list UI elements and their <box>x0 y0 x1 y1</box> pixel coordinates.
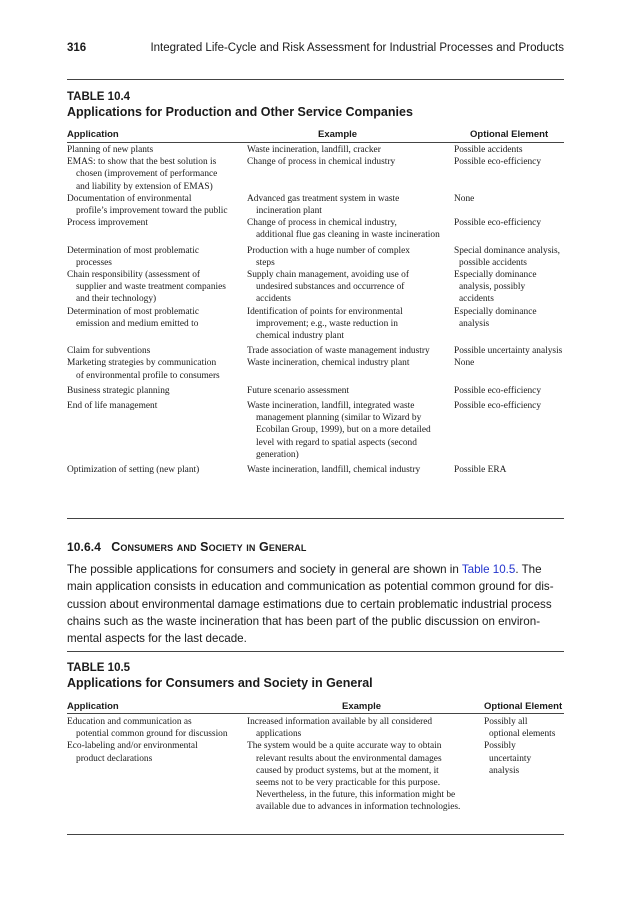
cell-line: analysis, possibly <box>459 282 526 293</box>
cell-line: and their technology) <box>76 294 157 305</box>
cell-line: of environmental profile to consumers <box>76 370 220 381</box>
cell-line: chosen (improvement of performance <box>76 169 218 180</box>
cell-line: Change of process in chemical industry <box>247 157 396 168</box>
cell-line: product declarations <box>76 753 153 764</box>
cell-line: supplier and waste treatment companies <box>76 282 226 293</box>
cell-line <box>454 205 562 217</box>
cell-line <box>454 370 562 382</box>
cell-line: optional elements <box>489 729 556 740</box>
cell-line: Determination of most problematic <box>67 306 199 317</box>
cell-line <box>67 412 228 424</box>
table-10-4-application-column <box>67 144 228 476</box>
cell-line <box>454 424 562 436</box>
cell-line: Possibly <box>484 741 516 752</box>
cell-line: Waste incineration, landfill, integrated waste <box>247 401 415 412</box>
cell-line: Possible ERA <box>454 465 507 476</box>
section-number: 10.6.4 <box>67 540 101 554</box>
cell-line: emission and medium emitted to <box>76 318 199 329</box>
cell-line: uncertainty <box>489 753 532 764</box>
cell-line: Ecobilan Group, 1999), but on a more detailed <box>256 425 431 436</box>
cell-line: Especially dominance <box>454 306 537 317</box>
running-title: Integrated Life-Cycle and Risk Assessment for Industrial Processes and Products <box>150 42 564 54</box>
table-10-4-caption <box>67 90 413 120</box>
cell-line: applications <box>256 729 302 740</box>
cell-line: Documentation of environmental <box>67 193 192 204</box>
cell-line: End of life management <box>67 401 158 412</box>
cell-line <box>454 412 562 424</box>
cell-line: Possible eco-efficiency <box>454 218 542 229</box>
column-header-example: Example <box>318 129 358 140</box>
cell-line: potential common ground for discussion <box>76 729 228 740</box>
section-heading <box>67 540 306 554</box>
table-header-rule <box>67 142 564 143</box>
cell-line: improvement; e.g., waste reduction in <box>256 318 398 329</box>
cell-line: generation) <box>256 449 299 460</box>
cell-line <box>454 449 562 461</box>
cell-line: Trade association of waste management industry <box>247 346 430 357</box>
cell-line: Possible eco-efficiency <box>454 385 542 396</box>
cell-line: Future scenario assessment <box>247 385 350 396</box>
cell-line: Special dominance analysis, <box>454 245 560 256</box>
cell-line: incineration plant <box>256 206 322 217</box>
cell-line: accidents <box>256 294 291 305</box>
column-header-application: Application <box>67 129 119 140</box>
cell-line: chemical industry plant <box>256 331 344 342</box>
cell-line <box>67 229 228 241</box>
table-label: TABLE 10.4 <box>67 91 131 103</box>
paragraph-line: chains such as the waste incineration that has been part of the public discussion on environ- <box>67 614 541 628</box>
cell-line <box>247 370 440 382</box>
cell-line: Especially dominance <box>454 270 537 281</box>
cell-line: Eco-labeling and/or environmental <box>67 741 198 752</box>
header-rule <box>67 79 564 80</box>
cell-line: Marketing strategies by communication <box>67 358 217 369</box>
cell-line: and liability by extension of EMAS) <box>76 181 213 192</box>
cell-line: Planning of new plants <box>67 145 154 155</box>
table-10-5-caption <box>67 661 373 691</box>
cell-line: Nevertheless, in the future, this information might be <box>256 790 456 801</box>
running-header <box>67 42 564 58</box>
table-label: TABLE 10.5 <box>67 662 131 674</box>
section-title: Consumers and Society in General <box>111 540 307 554</box>
cell-line: caused by product systems, but at the moment, it <box>256 765 439 776</box>
paragraph-line <box>67 561 564 578</box>
table-header-rule <box>67 713 564 714</box>
text-run: . The <box>515 563 542 576</box>
cell-line: Education and communication as <box>67 717 192 727</box>
cell-line: possible accidents <box>459 257 527 268</box>
cell-line: Chain responsibility (assessment of <box>67 270 201 281</box>
cell-line: EMAS: to show that the best solution is <box>67 157 217 168</box>
cell-line: available due to advances in information technologies. <box>256 802 461 813</box>
table-10-5-link[interactable]: Table 10.5 <box>461 563 516 576</box>
cell-line: Claim for subventions <box>67 346 151 357</box>
cell-line: Possible eco-efficiency <box>454 401 542 412</box>
cell-line: processes <box>76 257 112 268</box>
cell-line: Determination of most problematic <box>67 245 199 256</box>
cell-line <box>454 437 562 449</box>
cell-line: Optimization of setting (new plant) <box>67 465 200 476</box>
column-header-optional-element: Optional Element <box>484 701 563 712</box>
paragraph-line: mental aspects for the last decade. <box>67 632 247 646</box>
table-title: Applications for Production and Other Service Companies <box>67 105 413 119</box>
table-10-5-top-rule <box>67 651 564 652</box>
cell-line: level with regard to spatial aspects (second <box>256 437 417 448</box>
cell-line: additional flue gas cleaning in waste incineration <box>256 230 440 241</box>
cell-line <box>454 229 562 241</box>
cell-line: Waste incineration, chemical industry plant <box>247 358 410 369</box>
table-10-5-bottom-rule <box>67 834 564 835</box>
cell-line: Increased information available by all considered <box>247 717 433 727</box>
cell-line: Possible uncertainty analysis <box>454 346 563 357</box>
cell-line: analysis <box>459 318 490 329</box>
cell-line: steps <box>256 257 275 268</box>
cell-line: Supply chain management, avoiding use of <box>247 270 409 281</box>
cell-line: Possible eco-efficiency <box>454 157 542 168</box>
cell-line: relevant results about the environmental damages <box>256 753 442 764</box>
cell-line: Advanced gas treatment system in waste <box>247 193 400 204</box>
cell-line: Business strategic planning <box>67 385 170 396</box>
cell-line: seems not to be very practicable for this purpose. <box>256 778 441 789</box>
column-header-application: Application <box>67 701 119 712</box>
text-run: The possible applications for consumers and society in general are shown in <box>67 563 462 576</box>
cell-line <box>454 181 562 193</box>
table-10-5-example-column <box>247 716 460 814</box>
cell-line: Waste incineration, landfill, chemical industry <box>247 465 421 476</box>
page-number: 316 <box>67 42 87 54</box>
table-10-5-application-column <box>67 716 228 765</box>
cell-line: Identification of points for environmental <box>247 306 403 317</box>
cell-line: Change of process in chemical industry, <box>247 218 397 229</box>
table-10-4-example-column <box>247 144 440 476</box>
cell-line: The system would be a quite accurate way to obtain <box>247 741 442 752</box>
cell-line <box>454 168 562 180</box>
table-10-4-bottom-rule <box>67 518 564 519</box>
column-header-optional-element: Optional Element <box>470 129 549 140</box>
cell-line <box>454 330 562 342</box>
cell-line: profile’s improvement toward the public <box>76 206 228 217</box>
table-10-5-optional-column <box>484 716 555 777</box>
cell-line <box>67 424 228 436</box>
cell-line: Process improvement <box>67 218 148 229</box>
paragraph-line: cussion about environmental damage estimations due to certain problematic industrial process <box>67 597 552 611</box>
paragraph-line: main application consists in education and communication as potential common ground for dis- <box>67 580 554 594</box>
table-10-4-optional-column <box>454 144 562 476</box>
cell-line: None <box>454 193 475 204</box>
cell-line <box>67 449 228 461</box>
cell-line: Waste incineration, landfill, cracker <box>247 145 381 155</box>
cell-line: Production with a huge number of complex <box>247 245 410 256</box>
cell-line: None <box>454 358 475 369</box>
cell-line: accidents <box>459 294 494 305</box>
column-header-example: Example <box>342 701 382 712</box>
cell-line <box>247 168 440 180</box>
cell-line: Possible accidents <box>454 145 523 155</box>
cell-line <box>247 181 440 193</box>
cell-line: analysis <box>489 765 520 776</box>
cell-line <box>67 437 228 449</box>
cell-line: management planning (similar to Wizard by <box>256 413 422 424</box>
cell-line <box>67 330 228 342</box>
cell-line: undesired substances and occurrence of <box>256 282 405 293</box>
table-title: Applications for Consumers and Society in General <box>67 676 373 690</box>
body-paragraph <box>67 561 564 647</box>
cell-line: Possibly all <box>484 717 528 727</box>
